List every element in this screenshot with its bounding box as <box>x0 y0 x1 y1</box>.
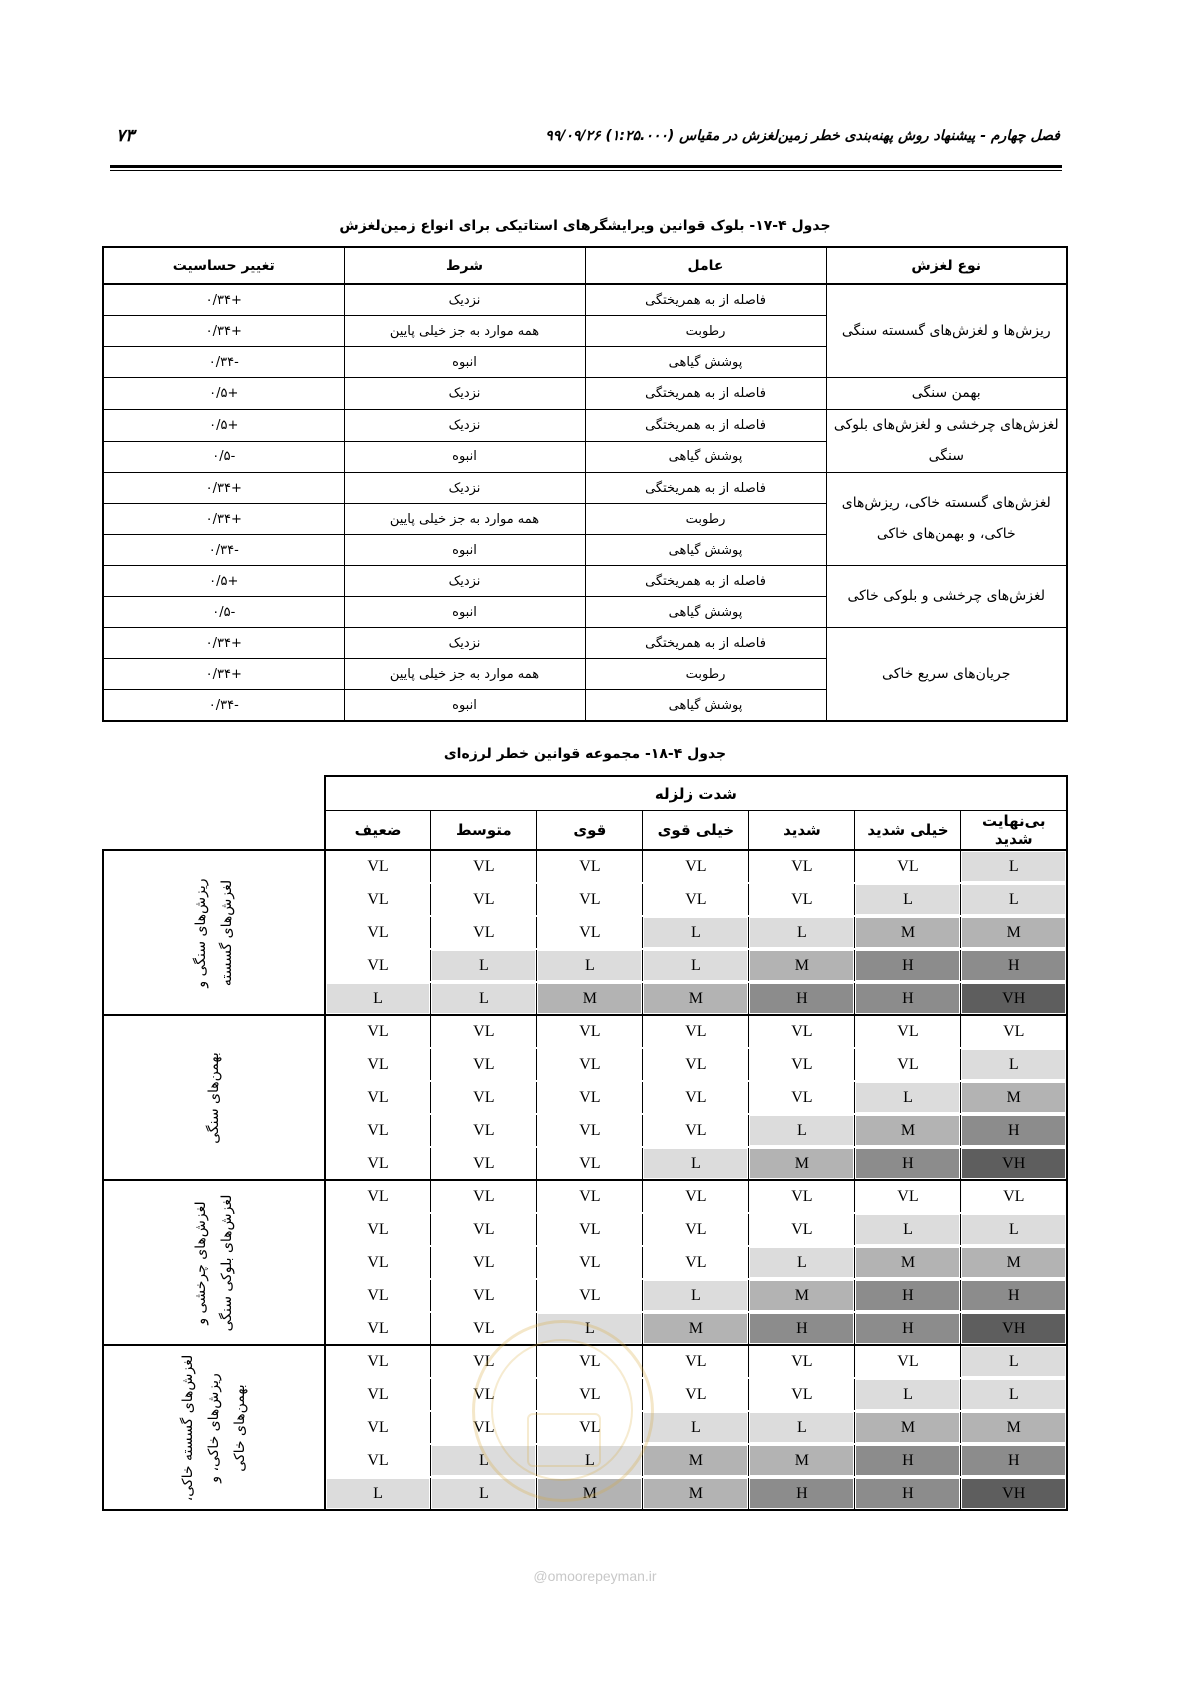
hazard-level-cell: L <box>749 1114 855 1147</box>
hazard-level-cell: VH <box>961 1312 1067 1345</box>
table1-row <box>103 410 1067 442</box>
landslide-group-cell <box>103 850 325 1015</box>
hazard-level-cell: VL <box>537 883 643 916</box>
hazard-level-cell: M <box>749 1444 855 1477</box>
hazard-level-cell: VL <box>537 1279 643 1312</box>
factor-cell: فاصله از به همریختگی <box>585 410 826 442</box>
hazard-level-cell: VL <box>643 850 749 883</box>
landslide-type-cell: جریان‌های سریع خاکی <box>826 628 1067 722</box>
hazard-level-cell: VL <box>643 1378 749 1411</box>
hazard-level-cell: VL <box>325 1378 431 1411</box>
hazard-level-cell: VL <box>749 1378 855 1411</box>
hazard-level-cell: VL <box>643 1213 749 1246</box>
landslide-group-cell <box>103 1180 325 1345</box>
table1-caption: جدول ۴-۱۷- بلوک قوانین ویرایشگرهای استاتیکی برای انواع زمین‌لغزش <box>339 218 831 234</box>
hazard-level-cell: VL <box>431 1312 537 1345</box>
condition-cell: همه موارد به جز خیلی پایین <box>344 504 585 535</box>
hazard-level-cell: L <box>431 1444 537 1477</box>
condition-cell: انبوه <box>344 597 585 628</box>
factor-cell: پوشش گیاهی <box>585 690 826 722</box>
hazard-level-cell: L <box>537 949 643 982</box>
hazard-level-cell: L <box>537 1444 643 1477</box>
hazard-level-cell: VL <box>537 1081 643 1114</box>
factor-cell: رطوبت <box>585 316 826 347</box>
hazard-level-cell: VL <box>749 1213 855 1246</box>
hazard-row <box>103 1180 1067 1213</box>
hazard-level-cell: VL <box>537 1147 643 1180</box>
hazard-level-cell: VL <box>325 1048 431 1081</box>
hazard-level-cell: VL <box>325 1246 431 1279</box>
landslide-group-label: لغزش‌های گسسته خاکی، ریزش‌های خاکی، و بهمن‌های خاکی <box>179 1354 248 1501</box>
landslide-group-label: بهمن‌های سنگی <box>205 1051 222 1144</box>
condition-cell: انبوه <box>344 347 585 378</box>
hazard-level-cell: VL <box>325 1279 431 1312</box>
hazard-level-cell: VL <box>431 916 537 949</box>
intensity-level-header: شدید <box>749 811 855 851</box>
hazard-level-cell: VL <box>537 1411 643 1444</box>
page-number: ۷۳ <box>116 126 135 146</box>
hazard-level-cell: VL <box>431 850 537 883</box>
landslide-group-label: ریزش‌های سنگی و لغزش‌های گسسته <box>192 877 235 988</box>
intensity-level-header: ضعیف <box>325 811 431 851</box>
hazard-level-cell: VL <box>325 883 431 916</box>
factor-cell: رطوبت <box>585 504 826 535</box>
hazard-level-cell: VL <box>325 1213 431 1246</box>
hazard-level-cell: VL <box>855 1180 961 1213</box>
hazard-level-cell: H <box>855 1147 961 1180</box>
hazard-level-cell: VL <box>749 1180 855 1213</box>
publisher-seal-watermark <box>472 1320 654 1502</box>
hazard-level-cell: L <box>961 1048 1067 1081</box>
hazard-level-cell: M <box>855 1114 961 1147</box>
hazard-level-cell: L <box>643 916 749 949</box>
condition-cell: نزدیک <box>344 473 585 504</box>
hazard-level-cell: H <box>749 1477 855 1510</box>
factor-cell: فاصله از به همریختگی <box>585 473 826 504</box>
hazard-level-cell: L <box>961 1345 1067 1378</box>
table1-row <box>103 628 1067 659</box>
hazard-level-cell: VL <box>431 1048 537 1081</box>
intensity-level-header: خیلی شدید <box>855 811 961 851</box>
hazard-level-cell: VL <box>537 1378 643 1411</box>
factor-cell: پوشش گیاهی <box>585 597 826 628</box>
hazard-level-cell: VH <box>961 982 1067 1015</box>
hazard-level-cell: M <box>855 1411 961 1444</box>
hazard-level-cell: M <box>961 1411 1067 1444</box>
hazard-level-cell: VL <box>643 1345 749 1378</box>
factor-cell: فاصله از به همریختگی <box>585 284 826 316</box>
hazard-level-cell: VL <box>431 1081 537 1114</box>
change-cell: +۰/۵ <box>103 410 344 442</box>
hazard-level-cell: M <box>855 916 961 949</box>
page-header <box>110 128 1060 158</box>
condition-cell: همه موارد به جز خیلی پایین <box>344 316 585 347</box>
intensity-level-header: خیلی قوی <box>643 811 749 851</box>
hazard-level-cell: VL <box>537 1246 643 1279</box>
factor-cell: پوشش گیاهی <box>585 535 826 566</box>
intensity-level-header: قوی <box>537 811 643 851</box>
table1-row <box>103 473 1067 504</box>
landslide-type-cell: لغزش‌های چرخشی و بلوکی خاکی <box>826 566 1067 628</box>
hazard-level-cell: L <box>643 1279 749 1312</box>
hazard-level-cell: VL <box>325 1345 431 1378</box>
hazard-level-cell: VL <box>855 1345 961 1378</box>
hazard-level-cell: M <box>961 1246 1067 1279</box>
hazard-level-cell: VL <box>325 1114 431 1147</box>
change-cell: +۰/۳۴ <box>103 284 344 316</box>
factor-cell: فاصله از به همریختگی <box>585 628 826 659</box>
hazard-level-cell: L <box>961 850 1067 883</box>
table1-header-row <box>103 247 1067 284</box>
change-cell: +۰/۳۴ <box>103 659 344 690</box>
change-cell: +۰/۳۴ <box>103 316 344 347</box>
hazard-level-cell: L <box>855 883 961 916</box>
condition-cell: نزدیک <box>344 378 585 410</box>
hazard-level-cell: VL <box>431 1114 537 1147</box>
hazard-level-cell: H <box>961 949 1067 982</box>
hazard-level-cell: VL <box>749 850 855 883</box>
hazard-level-cell: L <box>961 1378 1067 1411</box>
hazard-level-cell: M <box>749 1279 855 1312</box>
hazard-level-cell: H <box>855 1279 961 1312</box>
hazard-level-cell: M <box>643 1312 749 1345</box>
hazard-level-cell: VL <box>643 883 749 916</box>
hazard-level-cell: L <box>431 1477 537 1510</box>
hazard-level-cell: VL <box>537 1345 643 1378</box>
landslide-group-cell <box>103 1345 325 1510</box>
landslide-type-cell: لغزش‌های گسسته خاکی، ریزش‌های خاکی، و بهمن‌های خاکی <box>826 473 1067 566</box>
seal-building-icon <box>527 1413 601 1467</box>
hazard-level-cell: L <box>431 949 537 982</box>
static-modifiers-table <box>102 246 1068 722</box>
hazard-level-cell: VL <box>325 1015 431 1048</box>
hazard-level-cell: L <box>961 883 1067 916</box>
hazard-level-cell: H <box>855 1477 961 1510</box>
blank-corner <box>103 776 325 811</box>
change-cell: +۰/۳۴ <box>103 473 344 504</box>
hazard-level-cell: L <box>643 1147 749 1180</box>
table1-row <box>103 378 1067 410</box>
hazard-level-cell: VL <box>537 1180 643 1213</box>
change-cell: +۰/۳۴ <box>103 628 344 659</box>
hazard-level-cell: L <box>749 1411 855 1444</box>
hazard-level-cell: L <box>855 1081 961 1114</box>
hazard-level-cell: L <box>431 982 537 1015</box>
hazard-level-cell: VL <box>325 1444 431 1477</box>
hazard-level-cell: L <box>643 1411 749 1444</box>
change-cell: -۰/۵ <box>103 597 344 628</box>
table2-caption: جدول ۴-۱۸- مجموعه قوانین خطر لرزه‌ای <box>443 746 727 762</box>
factor-cell: پوشش گیاهی <box>585 441 826 473</box>
hazard-level-cell: VL <box>643 1246 749 1279</box>
hazard-level-cell: VL <box>431 883 537 916</box>
hazard-level-cell: M <box>643 1477 749 1510</box>
hazard-level-cell: VL <box>537 1114 643 1147</box>
col-header-factor: عامل <box>585 247 826 284</box>
hazard-level-cell: VL <box>855 850 961 883</box>
table1-row <box>103 566 1067 597</box>
change-cell: +۰/۵ <box>103 378 344 410</box>
hazard-level-cell: VL <box>749 1015 855 1048</box>
chapter-title: فصل چهارم - پیشنهاد روش پهنه‌بندی خطر زمین‌لغزش در مقیاس (۱:۲۵.۰۰۰) ۹۹/۰۹/۲۶ <box>545 128 1060 144</box>
hazard-level-cell: VH <box>961 1477 1067 1510</box>
hazard-level-cell: L <box>537 1312 643 1345</box>
hazard-level-cell: L <box>855 1378 961 1411</box>
hazard-level-cell: VL <box>431 1246 537 1279</box>
hazard-level-cell: VL <box>749 883 855 916</box>
hazard-level-cell: VL <box>855 1015 961 1048</box>
change-cell: +۰/۳۴ <box>103 504 344 535</box>
hazard-level-cell: VL <box>855 1048 961 1081</box>
condition-cell: نزدیک <box>344 628 585 659</box>
hazard-level-cell: VL <box>643 1180 749 1213</box>
blank-corner <box>103 811 325 851</box>
hazard-level-cell: M <box>643 1444 749 1477</box>
hazard-level-cell: VL <box>325 850 431 883</box>
change-cell: +۰/۵ <box>103 566 344 597</box>
hazard-level-cell: VL <box>537 850 643 883</box>
hazard-level-cell: VL <box>431 1180 537 1213</box>
change-cell: -۰/۳۴ <box>103 535 344 566</box>
hazard-level-cell: VL <box>431 1015 537 1048</box>
footer-website: @omoorepeyman.ir <box>533 1568 657 1584</box>
landslide-type-cell: ریزش‌ها و لغزش‌های گسسته سنگی <box>826 284 1067 378</box>
condition-cell: همه موارد به جز خیلی پایین <box>344 659 585 690</box>
landslide-type-cell: بهمن سنگی <box>826 378 1067 410</box>
landslide-group-cell <box>103 1015 325 1180</box>
hazard-level-cell: L <box>855 1213 961 1246</box>
hazard-level-cell: M <box>749 949 855 982</box>
condition-cell: نزدیک <box>344 284 585 316</box>
condition-cell: انبوه <box>344 535 585 566</box>
hazard-level-cell: M <box>961 1081 1067 1114</box>
hazard-level-cell: M <box>537 1477 643 1510</box>
hazard-level-cell: H <box>961 1114 1067 1147</box>
hazard-level-cell: VL <box>749 1345 855 1378</box>
hazard-level-cell: VL <box>325 916 431 949</box>
change-cell: -۰/۵ <box>103 441 344 473</box>
col-header-condition: شرط <box>344 247 585 284</box>
landslide-type-cell: لغزش‌های چرخشی و لغزش‌های بلوکی سنگی <box>826 410 1067 473</box>
condition-cell: انبوه <box>344 441 585 473</box>
hazard-level-cell: VH <box>961 1147 1067 1180</box>
hazard-level-cell: VL <box>961 1180 1067 1213</box>
header-rule-thick <box>110 165 1062 168</box>
hazard-level-cell: M <box>855 1246 961 1279</box>
hazard-level-cell: H <box>855 982 961 1015</box>
hazard-level-cell: VL <box>431 1345 537 1378</box>
hazard-level-cell: M <box>537 982 643 1015</box>
factor-cell: پوشش گیاهی <box>585 347 826 378</box>
hazard-level-cell: H <box>855 1444 961 1477</box>
hazard-level-cell: VL <box>643 1048 749 1081</box>
hazard-level-cell: VL <box>537 916 643 949</box>
hazard-level-cell: VL <box>431 1147 537 1180</box>
factor-cell: رطوبت <box>585 659 826 690</box>
change-cell: -۰/۳۴ <box>103 347 344 378</box>
hazard-level-cell: VL <box>537 1213 643 1246</box>
hazard-level-cell: VL <box>325 1411 431 1444</box>
change-cell: -۰/۳۴ <box>103 690 344 722</box>
condition-cell: نزدیک <box>344 566 585 597</box>
hazard-level-cell: L <box>325 1477 431 1510</box>
header-rule-thin <box>110 170 1062 171</box>
landslide-group-label: لغزش‌های چرخشی و لغزش‌های بلوکی سنگی <box>192 1194 235 1331</box>
earthquake-intensity-header: شدت زلزله <box>325 776 1067 811</box>
hazard-level-cell: VL <box>431 1213 537 1246</box>
hazard-level-cell: H <box>961 1279 1067 1312</box>
hazard-level-cell: VL <box>325 1312 431 1345</box>
hazard-level-cell: VL <box>537 1048 643 1081</box>
hazard-level-cell: L <box>749 916 855 949</box>
hazard-level-cell: VL <box>537 1015 643 1048</box>
hazard-level-cell: VL <box>325 1081 431 1114</box>
hazard-level-cell: M <box>961 916 1067 949</box>
hazard-row <box>103 1015 1067 1048</box>
hazard-level-cell: VL <box>643 1114 749 1147</box>
hazard-level-cell: VL <box>749 1081 855 1114</box>
hazard-level-cell: VL <box>325 1147 431 1180</box>
hazard-level-cell: L <box>961 1213 1067 1246</box>
hazard-level-cell: H <box>749 1312 855 1345</box>
col-header-type: نوع لغزش <box>826 247 1067 284</box>
hazard-level-cell: VL <box>325 1180 431 1213</box>
hazard-level-cell: M <box>749 1147 855 1180</box>
hazard-level-cell: VL <box>643 1081 749 1114</box>
hazard-row <box>103 850 1067 883</box>
factor-cell: فاصله از به همریختگی <box>585 566 826 597</box>
hazard-level-cell: H <box>855 949 961 982</box>
hazard-level-cell: VL <box>643 1015 749 1048</box>
hazard-level-cell: M <box>643 982 749 1015</box>
hazard-level-cell: VL <box>431 1279 537 1312</box>
hazard-level-cell: L <box>643 949 749 982</box>
hazard-level-cell: L <box>749 1246 855 1279</box>
hazard-level-cell: VL <box>961 1015 1067 1048</box>
hazard-level-cell: H <box>749 982 855 1015</box>
col-header-change: تغییر حساسیت <box>103 247 344 284</box>
condition-cell: نزدیک <box>344 410 585 442</box>
intensity-level-header: بی‌نهایت شدید <box>961 811 1067 851</box>
table1-row <box>103 284 1067 316</box>
intensity-level-header: متوسط <box>431 811 537 851</box>
hazard-level-cell: VL <box>431 1411 537 1444</box>
hazard-level-cell: L <box>325 982 431 1015</box>
hazard-level-cell: VL <box>431 1378 537 1411</box>
condition-cell: انبوه <box>344 690 585 722</box>
hazard-level-cell: VL <box>749 1048 855 1081</box>
factor-cell: فاصله از به همریختگی <box>585 378 826 410</box>
hazard-level-cell: VL <box>325 949 431 982</box>
hazard-level-cell: H <box>855 1312 961 1345</box>
hazard-level-cell: H <box>961 1444 1067 1477</box>
